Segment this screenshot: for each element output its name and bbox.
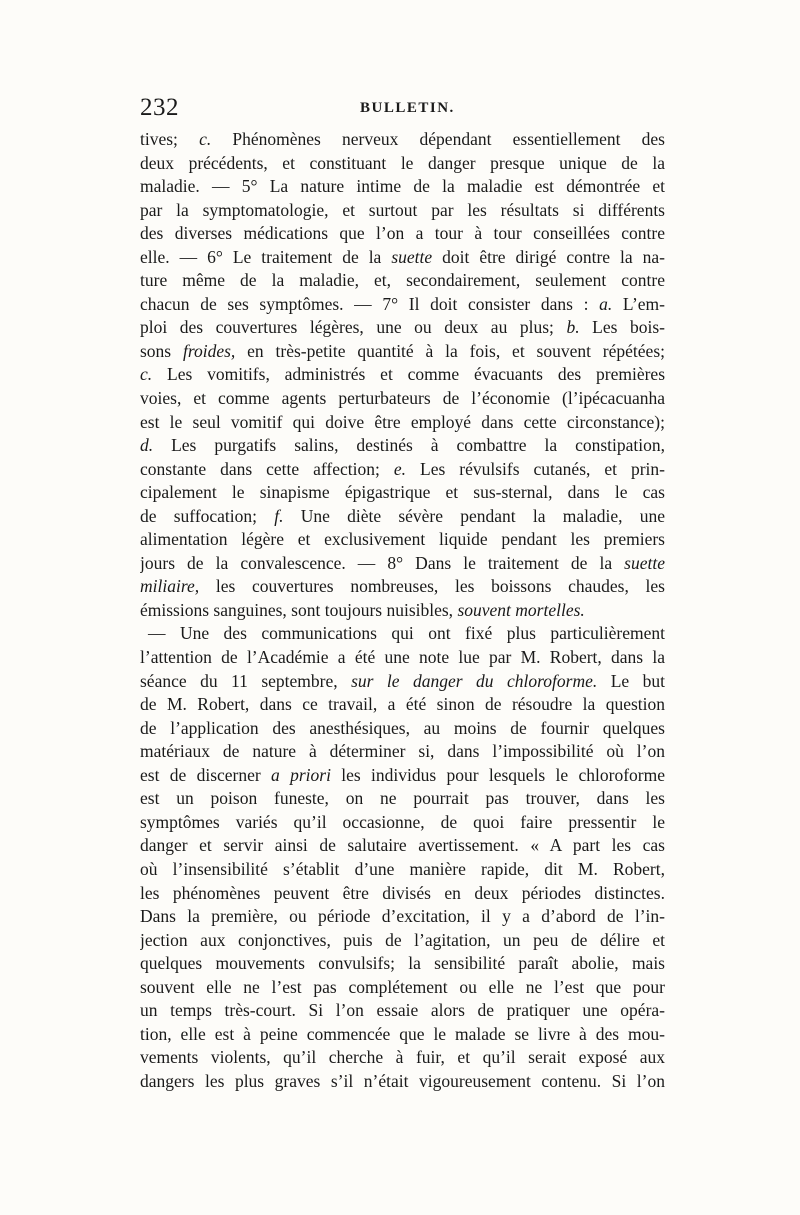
text-run: ture même de la maladie, et, secondairement, seulement contre: [140, 270, 665, 291]
text-line: [140, 882, 665, 906]
italic-run: froides,: [182, 340, 236, 361]
italic-run: a.: [599, 293, 613, 314]
text-run: symptômes variés qu’il occasionne, de quoi faire pressentir le: [140, 811, 665, 832]
text-run: Dans la première, ou période d’excitation, il y a d’abord de l’in-: [140, 906, 665, 927]
text-run: deux précédents, et constituant le danger presque unique de la: [140, 152, 665, 173]
text-run: de M. Robert, dans ce travail, a été sinon de résoudre la question: [140, 694, 665, 715]
text-run: est le seul vomitif qui doive être employé dans cette circonstance);: [140, 411, 665, 432]
text-line: [140, 834, 665, 858]
text-run: sons: [140, 340, 183, 361]
text-run: danger et servir ainsi de salutaire avertissement. « A part les cas: [140, 835, 665, 856]
page-header: [140, 94, 665, 124]
text-run: un temps très-court. Si l’on essaie alors de pratiquer une opéra-: [140, 1000, 665, 1021]
text-line: [140, 269, 665, 293]
text-line: [140, 246, 665, 270]
text-line: [140, 1023, 665, 1047]
text-line: [140, 199, 665, 223]
text-run: de l’application des anesthésiques, au moins de fournir quelques: [140, 717, 665, 738]
text-line: [140, 1046, 665, 1070]
text-run: quelques mouvements convulsifs; la sensibilité paraît abolie, mais: [140, 953, 665, 974]
text-run: voies, et comme agents perturbateurs de l’économie (l’ipécacuanha: [140, 388, 665, 409]
text-line: [140, 293, 665, 317]
text-line: [140, 528, 665, 552]
text-line: [140, 693, 665, 717]
text-run: jection aux conjonctives, puis de l’agitation, un peu de délire et: [140, 929, 665, 950]
text-line: [140, 316, 665, 340]
text-run: maladie. — 5° La nature intime de la maladie est démontrée et: [140, 176, 665, 197]
text-run: les individus pour lesquels le chloroforme: [330, 764, 665, 785]
text-line: [140, 717, 665, 741]
italic-run: a priori: [271, 764, 331, 785]
text-run: l’attention de l’Académie a été une note lue par M. Robert, dans la: [140, 647, 665, 668]
text-run: séance du 11 septembre,: [140, 670, 352, 691]
text-line: [140, 622, 665, 646]
text-run: ploi des couvertures légères, une ou deux au plus;: [140, 317, 567, 338]
text-run: chacun de ses symptômes. — 7° Il doit consister dans :: [140, 293, 600, 314]
text-run: Le but: [597, 670, 665, 691]
text-line: [140, 434, 665, 458]
text-run: matériaux de nature à déterminer si, dans l’impossibilité où l’on: [140, 741, 665, 762]
text-run: où l’insensibilité s’établit d’une manière rapide, dit M. Robert,: [140, 858, 665, 879]
text-line: [140, 552, 665, 576]
italic-run: e.: [393, 458, 407, 479]
text-line: [140, 858, 665, 882]
text-line: [140, 787, 665, 811]
text-run: elle. — 6° Le traitement de la: [140, 246, 392, 267]
text-run: émissions sanguines, sont toujours nuisibles,: [140, 599, 458, 620]
text-line: [140, 363, 665, 387]
text-run: est de discerner: [140, 764, 272, 785]
body-text: [140, 128, 665, 1093]
text-line: [140, 764, 665, 788]
text-run: de suffocation;: [140, 505, 275, 526]
italic-run: c.: [199, 129, 212, 149]
italic-run: f.: [274, 505, 284, 526]
text-run: — Une des communications qui ont fixé plus particulièrement: [148, 623, 665, 644]
italic-run: d.: [140, 435, 154, 456]
text-line: [140, 905, 665, 929]
text-run: des diverses médications que l’on a tour à tour conseillées contre: [140, 223, 665, 244]
text-line: [140, 1070, 665, 1094]
text-run: est un poison funeste, on ne pourrait pas trouver, dans les: [140, 788, 665, 809]
text-line: [140, 811, 665, 835]
text-line: [140, 387, 665, 411]
text-line: [140, 976, 665, 1000]
text-run: Les vomitifs, administrés et comme évacuants des premières: [152, 364, 665, 385]
text-line: [140, 575, 665, 599]
text-run: par la symptomatologie, et surtout par les résultats si différents: [140, 199, 665, 220]
italic-run: sur le danger du chloroforme.: [351, 670, 598, 691]
text-run: Une diète sévère pendant la maladie, une: [283, 505, 665, 526]
text-line: [140, 952, 665, 976]
text-run: tion, elle est à peine commencée que le malade se livre à des mou-: [140, 1023, 665, 1044]
text-run: dangers les plus graves s’il n’était vigoureusement contenu. Si l’on: [140, 1070, 665, 1091]
italic-run: suette: [391, 246, 433, 267]
text-line: [140, 599, 665, 623]
text-run: tives;: [140, 129, 200, 149]
text-line: [140, 505, 665, 529]
text-line: [140, 646, 665, 670]
text-line: [140, 152, 665, 176]
text-run: jours de la convalescence. — 8° Dans le traitement de la: [140, 552, 625, 573]
text-run: vements violents, qu’il cherche à fuir, et qu’il serait exposé aux: [140, 1047, 665, 1068]
text-line: [140, 175, 665, 199]
text-run: Les révulsifs cutanés, et prin-: [406, 458, 665, 479]
italic-run: souvent mortelles.: [457, 599, 585, 620]
text-line: [140, 411, 665, 435]
text-run: Les bois-: [579, 317, 665, 338]
italic-run: c.: [140, 364, 153, 385]
text-run: constante dans cette affection;: [140, 458, 394, 479]
italic-run: miliaire,: [140, 576, 200, 597]
text-line: [140, 458, 665, 482]
page-number: 232: [140, 94, 179, 121]
text-line: [140, 740, 665, 764]
running-head: BULLETIN.: [360, 100, 455, 116]
text-run: doit être dirigé contre la na-: [432, 246, 665, 267]
text-line: [140, 128, 665, 152]
text-line: [140, 340, 665, 364]
text-run: Phénomènes nerveux dépendant essentiellement des: [211, 129, 665, 149]
text-line: [140, 929, 665, 953]
text-run: Les purgatifs salins, destinés à combattre la constipation,: [153, 435, 665, 456]
text-line: [140, 222, 665, 246]
text-line: [140, 670, 665, 694]
text-run: souvent elle ne l’est pas complétement ou elle ne l’est que pour: [140, 976, 665, 997]
italic-run: b.: [566, 317, 580, 338]
text-run: L’em-: [612, 293, 665, 314]
text-run: les couvertures nombreuses, les boissons chaudes, les: [199, 576, 665, 597]
text-line: [140, 481, 665, 505]
text-line: [140, 999, 665, 1023]
text-run: les phénomènes peuvent être divisés en deux périodes distinctes.: [140, 882, 665, 903]
text-run: cipalement le sinapisme épigastrique et sus-sternal, dans le cas: [140, 482, 665, 503]
text-run: alimentation légère et exclusivement liquide pendant les premiers: [140, 529, 665, 550]
text-run: en très-petite quantité à la fois, et souvent répétées;: [235, 340, 665, 361]
italic-run: suette: [624, 552, 665, 573]
